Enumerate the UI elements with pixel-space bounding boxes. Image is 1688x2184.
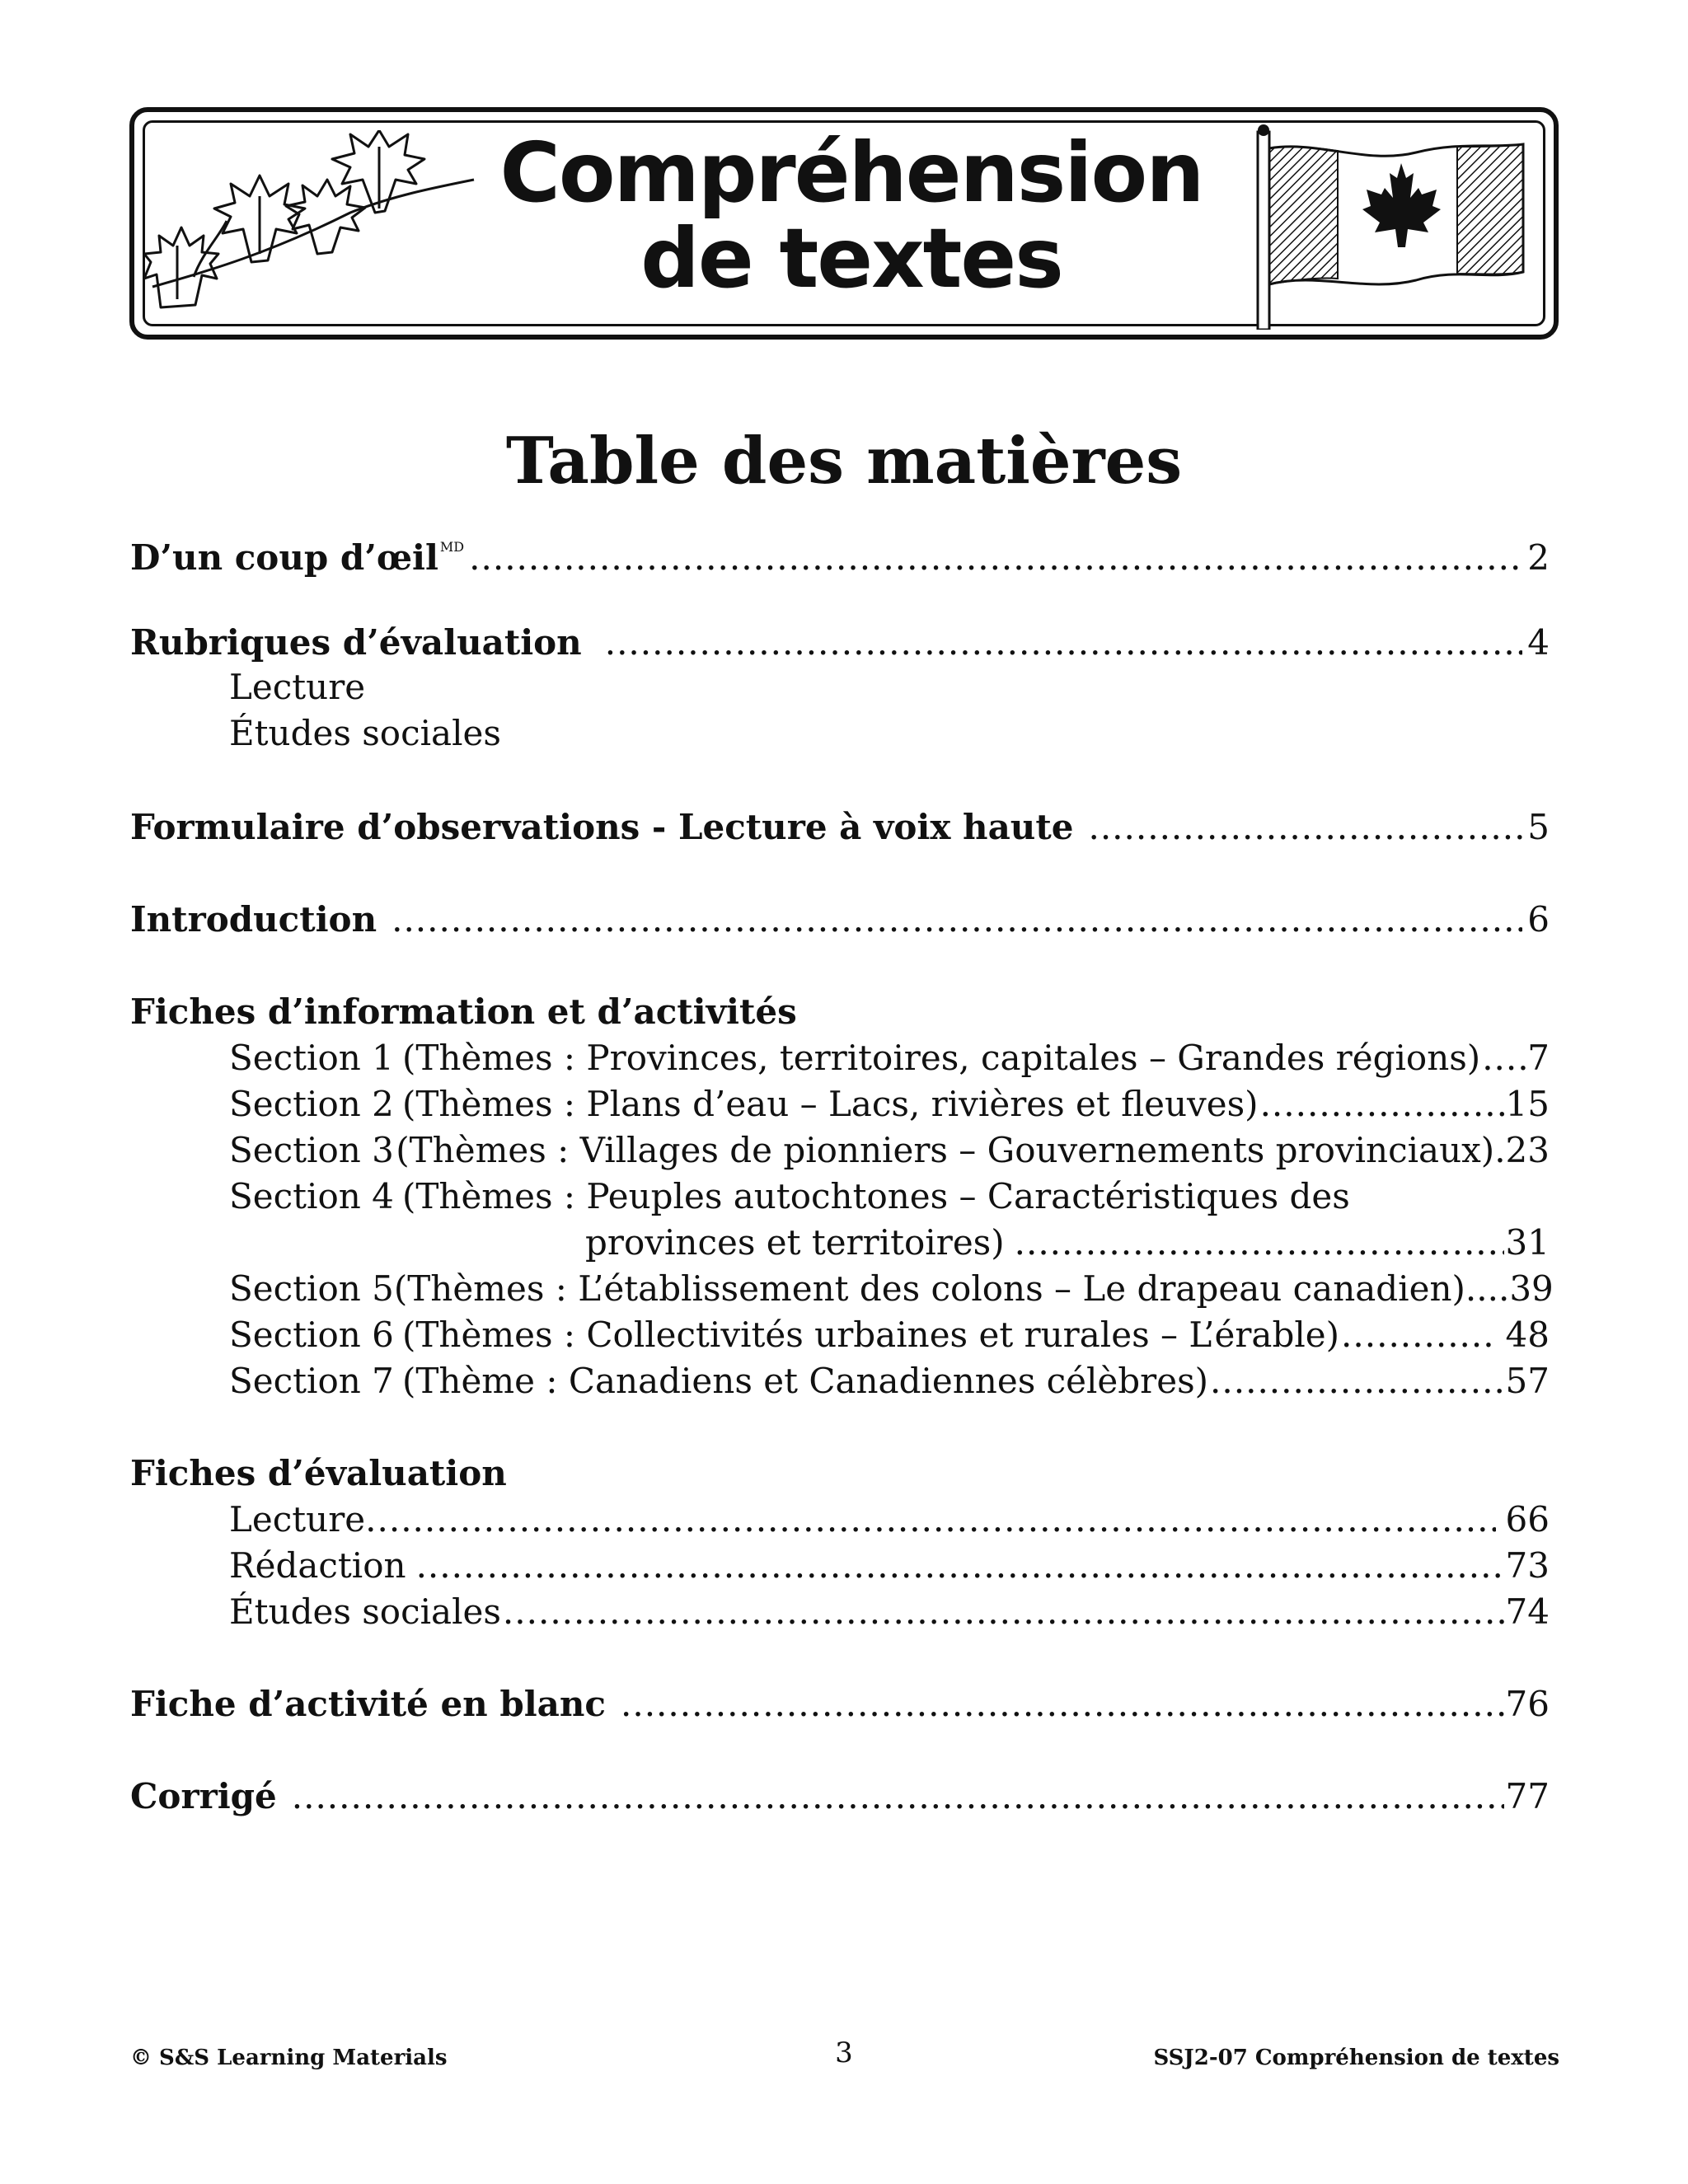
toc-page-number: 15: [1505, 1084, 1550, 1124]
dot-leader: [392, 897, 1522, 943]
toc-heading-fiches-information: Fiches d’information et d’activités: [130, 991, 797, 1032]
banner-title-line1: Compréhension: [499, 124, 1203, 221]
dot-leader: [1482, 1035, 1526, 1081]
dot-leader: [1088, 804, 1522, 851]
banner-title: [489, 124, 1214, 307]
toc-entry-label: Formulaire d’observations - Lecture à voix haute: [130, 807, 1074, 847]
section-label: Section 4: [229, 1176, 394, 1216]
section-theme-continued: provinces et territoires): [585, 1222, 1005, 1263]
toc-page-number: 7: [1527, 1038, 1550, 1078]
toc-section-2[interactable]: [229, 1081, 1550, 1127]
toc-section-3[interactable]: [229, 1127, 1550, 1174]
dot-leader: [605, 620, 1523, 666]
dot-leader: [1341, 1312, 1496, 1358]
toc-page-number: 31: [1505, 1222, 1550, 1263]
toc-eval-etudes-sociales[interactable]: [229, 1589, 1550, 1635]
section-theme: (Thèmes : L’établissement des colons – Le drapeau canadien)....: [393, 1268, 1510, 1309]
toc-section-4[interactable]: [229, 1174, 1550, 1220]
toc-page-number: 74: [1505, 1591, 1550, 1632]
section-theme: (Thème : Canadiens et Canadiennes célèbres): [402, 1361, 1209, 1401]
toc-page-number: 57: [1505, 1361, 1550, 1401]
toc-entry-label: D’un coup d’œil $^{MD}$: [130, 537, 465, 578]
section-label: Section 6: [229, 1315, 394, 1355]
dot-leader: [1210, 1358, 1504, 1404]
toc-entry-formulaire[interactable]: [130, 804, 1550, 851]
footer-page-number: 3: [835, 2036, 853, 2069]
section-theme: (Thèmes : Provinces, territoires, capitales – Grandes régions): [402, 1038, 1481, 1078]
dot-leader: [365, 1497, 1495, 1543]
footer-copyright: © S&S Learning Materials: [130, 2046, 448, 2070]
toc-title: Table des matières: [505, 424, 1183, 499]
banner-title-line2: de textes: [640, 210, 1062, 307]
toc-page-number: 76: [1505, 1684, 1550, 1724]
toc-entry-label: Rubriques d’évaluation: [130, 622, 582, 663]
section-label: Section 1: [229, 1038, 394, 1078]
toc-page-number: 5: [1527, 807, 1550, 847]
toc-page-number: 4: [1527, 622, 1550, 663]
toc-eval-lecture[interactable]: [229, 1497, 1550, 1543]
toc-page-number: 23: [1505, 1130, 1550, 1170]
toc-entry-label: Fiche d’activité en blanc: [130, 1684, 606, 1724]
toc-entry-label: Rédaction: [229, 1545, 406, 1586]
section-label: Section 5: [229, 1268, 394, 1309]
dot-leader: [503, 1589, 1504, 1635]
toc-section-4-continued[interactable]: [585, 1220, 1550, 1266]
toc-subitem-lecture: Lecture: [229, 667, 366, 707]
dot-leader: [621, 1681, 1504, 1727]
toc-page-number: 2: [1527, 537, 1550, 578]
toc-entry-corrige[interactable]: [130, 1774, 1550, 1820]
toc-page-number: 6: [1527, 899, 1550, 940]
toc-entry-coup-doeil[interactable]: [130, 524, 1550, 581]
toc-section-7[interactable]: [229, 1358, 1550, 1404]
toc-eval-redaction[interactable]: [229, 1543, 1550, 1589]
dot-leader: [469, 535, 1522, 581]
section-theme: (Thèmes : Villages de pionniers – Gouvernements provinciaux).: [396, 1130, 1506, 1170]
toc-entry-label: Corrigé: [130, 1776, 277, 1816]
toc-page-number: 66: [1505, 1499, 1550, 1540]
toc-entry-label: Lecture: [229, 1499, 366, 1540]
footer-book-code: SSJ2-07 Compréhension de textes: [1153, 2046, 1559, 2070]
toc-subitem-etudes-sociales: Études sociales: [229, 713, 501, 753]
dot-leader: [1260, 1081, 1504, 1127]
toc-entry-introduction[interactable]: [130, 897, 1550, 943]
section-label: Section 2: [229, 1084, 394, 1124]
title-banner: [129, 107, 1559, 340]
toc-page-number: 73: [1505, 1545, 1550, 1586]
toc-page-number: 77: [1505, 1776, 1550, 1816]
dot-leader: [1015, 1220, 1504, 1266]
toc-section-5[interactable]: [229, 1266, 1554, 1312]
maple-leaves-icon: [144, 130, 482, 320]
toc-section-1[interactable]: [229, 1035, 1550, 1081]
toc-page-number: 39: [1509, 1268, 1554, 1309]
toc-section-6[interactable]: [229, 1312, 1550, 1358]
canadian-flag-icon: [1251, 124, 1531, 330]
dot-leader: [292, 1774, 1504, 1820]
section-label: Section 7: [229, 1361, 394, 1401]
dot-leader: [416, 1543, 1504, 1589]
toc-entry-rubriques[interactable]: [130, 620, 1550, 666]
toc-page-number: 48: [1505, 1315, 1550, 1355]
toc-entry-label: Introduction: [130, 899, 377, 940]
section-theme: (Thèmes : Plans d’eau – Lacs, rivières et fleuves): [402, 1084, 1259, 1124]
toc-entry-fiche-activite-blanc[interactable]: [130, 1681, 1550, 1727]
toc-heading-fiches-evaluation: Fiches d’évaluation: [130, 1453, 507, 1493]
toc-entry-label: Études sociales: [229, 1591, 501, 1632]
section-label: Section 3: [229, 1130, 394, 1170]
trademark-sup: MD: [439, 539, 465, 555]
section-theme: (Thèmes : Peuples autochtones – Caractéristiques des: [402, 1176, 1350, 1216]
section-theme: (Thèmes : Collectivités urbaines et rurales – L’érable): [402, 1315, 1340, 1355]
